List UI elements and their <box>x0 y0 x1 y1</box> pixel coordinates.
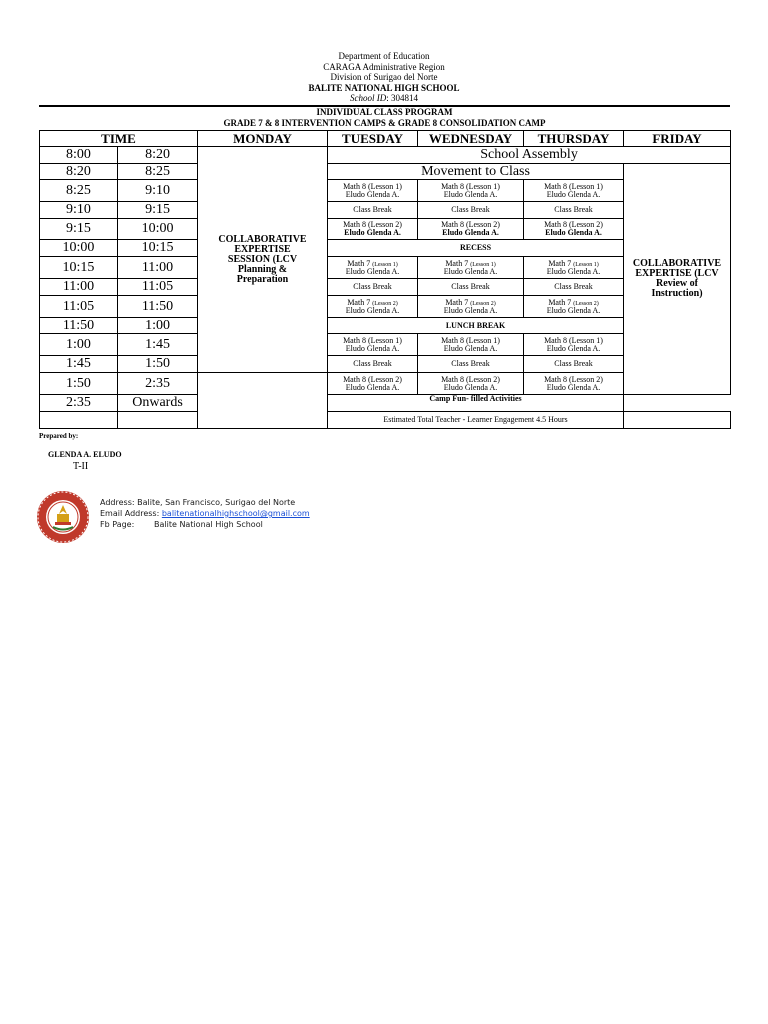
time-end: 10:15 <box>118 240 198 257</box>
tuesday-cell <box>328 334 418 356</box>
wednesday-cell: Class Break <box>418 279 524 296</box>
time-end: 2:35 <box>118 373 198 395</box>
subject-text: Math 8 (Lesson 1) <box>544 181 603 191</box>
fb-label: Fb Page: <box>100 520 135 529</box>
thursday-cell: Class Break <box>524 279 624 296</box>
thursday-cell: Class Break <box>524 202 624 219</box>
subject-name: Math 7 <box>445 297 471 307</box>
header-monday: MONDAY <box>198 131 328 147</box>
prepared-by-label: Prepared by: <box>39 432 79 440</box>
department-line: Department of Education <box>338 51 430 61</box>
time-start: 9:15 <box>40 219 118 240</box>
school-seal-icon <box>36 490 90 544</box>
teacher-text: Eludo Glenda A. <box>344 228 401 237</box>
lesson-tag: (Lesson 1) <box>470 261 496 268</box>
table-row <box>40 164 731 180</box>
time-start: 1:50 <box>40 373 118 395</box>
wednesday-cell <box>418 180 524 202</box>
friday-block <box>624 164 731 395</box>
thursday-cell <box>524 180 624 202</box>
subject-text: Math 8 (Lesson 1) <box>441 181 500 191</box>
subject-text: Math 8 (Lesson 2) <box>343 220 402 229</box>
thursday-cell <box>524 296 624 318</box>
program-titles <box>39 107 730 128</box>
time-end: 1:50 <box>118 356 198 373</box>
teacher-text: Eludo Glenda A. <box>345 343 400 353</box>
monday-line: COLLABORATIVE <box>218 233 307 245</box>
school-id-line <box>0 93 768 104</box>
header-tuesday: TUESDAY <box>328 131 418 147</box>
time-start: 1:45 <box>40 356 118 373</box>
lesson-tag: (Lesson 2) <box>470 300 496 307</box>
monday-line: Preparation <box>236 273 289 285</box>
teacher-text: Eludo Glenda A. <box>546 343 601 353</box>
header-row <box>40 131 731 147</box>
friday-line: COLLABORATIVE <box>632 258 722 269</box>
time-end: 1:00 <box>118 318 198 334</box>
subject-text: Math 8 (Lesson 2) <box>544 374 603 384</box>
time-start: 11:05 <box>40 296 118 318</box>
header-wednesday: WEDNESDAY <box>418 131 524 147</box>
time-start-empty <box>40 412 118 429</box>
teacher-text: Eludo Glenda A. <box>546 266 601 276</box>
signer-name: GLENDA A. ELUDO <box>48 450 122 459</box>
wednesday-cell <box>418 257 524 279</box>
school-id-value: : 304814 <box>386 93 418 104</box>
email-label: Email Address: <box>100 509 160 518</box>
friday-line: Instruction) <box>651 288 703 299</box>
program-title: INDIVIDUAL CLASS PROGRAM <box>316 107 453 117</box>
table-row <box>40 395 731 412</box>
tuesday-cell: Class Break <box>328 279 418 296</box>
email-link[interactable]: balitenationalhighschool@gmail.com <box>161 509 310 518</box>
address-row <box>100 497 310 508</box>
friday-line: EXPERTISE (LCV <box>635 268 719 279</box>
header-time: TIME <box>40 131 198 147</box>
subject-text: Math 8 (Lesson 1) <box>343 181 402 191</box>
address-label: Address: <box>100 498 135 507</box>
thursday-cell <box>524 373 624 395</box>
tuesday-cell <box>328 373 418 395</box>
teacher-text: Eludo Glenda A. <box>345 189 400 199</box>
teacher-text: Eludo Glenda A. <box>345 382 400 392</box>
thursday-cell <box>524 334 624 356</box>
subject-name: Math 7 <box>548 258 574 268</box>
tuesday-cell: Class Break <box>328 356 418 373</box>
subject-name: Math 7 <box>347 297 373 307</box>
time-start: 10:15 <box>40 257 118 279</box>
recess: RECESS <box>328 240 624 257</box>
lesson-tag: (Lesson 1) <box>372 261 398 268</box>
signer-position: T-II <box>73 461 89 472</box>
subject-text: Math 8 (Lesson 1) <box>544 335 603 345</box>
lesson-tag: (Lesson 2) <box>573 300 599 307</box>
subject-text: Math 8 (Lesson 1) <box>441 335 500 345</box>
monday-line: SESSION (LCV <box>227 253 298 265</box>
camp-fun-activities: Camp Fun- filled Activities <box>328 395 624 412</box>
tuesday-cell <box>328 257 418 279</box>
time-end: 9:10 <box>118 180 198 202</box>
thursday-cell <box>524 257 624 279</box>
time-start: 1:00 <box>40 334 118 356</box>
teacher-text: Eludo Glenda A. <box>443 343 498 353</box>
teacher-text: Eludo Glenda A. <box>546 189 601 199</box>
time-end: 11:00 <box>118 257 198 279</box>
lunch-break: LUNCH BREAK <box>328 318 624 334</box>
tuesday-cell <box>328 219 418 240</box>
subject-name: Math 7 <box>548 297 574 307</box>
teacher-text: Eludo Glenda A. <box>442 228 499 237</box>
table-row <box>40 412 731 429</box>
time-start: 11:00 <box>40 279 118 296</box>
teacher-text: Eludo Glenda A. <box>443 382 498 392</box>
thursday-cell: Class Break <box>524 356 624 373</box>
wednesday-cell <box>418 373 524 395</box>
time-start: 8:00 <box>40 147 118 164</box>
wednesday-cell: Class Break <box>418 202 524 219</box>
school-id-label: School ID <box>349 93 387 104</box>
tuesday-cell <box>328 180 418 202</box>
teacher-text: Eludo Glenda A. <box>443 189 498 199</box>
time-end: 1:45 <box>118 334 198 356</box>
friday-empty <box>624 412 731 429</box>
teacher-text: Eludo Glenda A. <box>443 266 498 276</box>
tuesday-cell <box>328 296 418 318</box>
header-friday: FRIDAY <box>624 131 731 147</box>
time-start: 11:50 <box>40 318 118 334</box>
time-start: 10:00 <box>40 240 118 257</box>
subject-text: Math 8 (Lesson 2) <box>441 220 500 229</box>
monday-afternoon-empty <box>198 373 328 429</box>
camp-title: GRADE 7 & 8 INTERVENTION CAMPS & GRADE 8 CONSOLIDATION CAMP <box>223 117 546 128</box>
teacher-text: Eludo Glenda A. <box>443 305 498 315</box>
wednesday-cell <box>418 334 524 356</box>
subject-text: Math 8 (Lesson 2) <box>441 374 500 384</box>
time-end-empty <box>118 412 198 429</box>
tuesday-cell: Class Break <box>328 202 418 219</box>
teacher-text: Eludo Glenda A. <box>345 266 400 276</box>
school-name: BALITE NATIONAL HIGH SCHOOL <box>308 82 460 93</box>
subject-text: Math 8 (Lesson 2) <box>544 220 603 229</box>
email-row <box>100 508 310 519</box>
monday-block <box>198 147 328 373</box>
time-end: 10:00 <box>118 219 198 240</box>
division-line: Division of Surigao del Norte <box>330 72 438 83</box>
subject-name: Math 7 <box>347 258 373 268</box>
wednesday-cell <box>418 296 524 318</box>
time-start: 8:25 <box>40 180 118 202</box>
monday-line: EXPERTISE <box>234 243 291 255</box>
fb-row <box>100 519 310 530</box>
subject-text: Math 8 (Lesson 1) <box>343 335 402 345</box>
time-end: 8:25 <box>118 164 198 180</box>
teacher-text: Eludo Glenda A. <box>546 382 601 392</box>
address-value: Balite, San Francisco, Surigao del Norte <box>137 498 296 507</box>
fb-value: Balite National High School <box>154 520 263 529</box>
header-thursday: THURSDAY <box>524 131 624 147</box>
time-start: 9:10 <box>40 202 118 219</box>
friday-line: Review of <box>656 278 698 289</box>
lesson-tag: (Lesson 1) <box>573 261 599 268</box>
contact-info <box>100 497 310 530</box>
teacher-text: Eludo Glenda A. <box>545 228 602 237</box>
region-line: CARAGA Administrative Region <box>323 61 445 72</box>
teacher-text: Eludo Glenda A. <box>345 305 400 315</box>
school-assembly: School Assembly <box>328 147 731 164</box>
lesson-tag: (Lesson 2) <box>372 300 398 307</box>
time-start: 2:35 <box>40 395 118 412</box>
movement-to-class: Movement to Class <box>328 164 624 180</box>
engagement-hours: Estimated Total Teacher - Learner Engagement 4.5 Hours <box>328 412 624 429</box>
time-end: Onwards <box>118 395 198 412</box>
subject-name: Math 7 <box>445 258 471 268</box>
time-end: 8:20 <box>118 147 198 164</box>
thursday-cell <box>524 219 624 240</box>
time-end: 11:50 <box>118 296 198 318</box>
table-row <box>40 147 731 164</box>
time-end: 9:15 <box>118 202 198 219</box>
time-start: 8:20 <box>40 164 118 180</box>
letterhead <box>0 51 768 104</box>
schedule-table <box>39 130 731 429</box>
time-end: 11:05 <box>118 279 198 296</box>
wednesday-cell <box>418 219 524 240</box>
monday-line: Planning & <box>237 263 288 275</box>
wednesday-cell: Class Break <box>418 356 524 373</box>
teacher-text: Eludo Glenda A. <box>546 305 601 315</box>
subject-text: Math 8 (Lesson 2) <box>343 374 402 384</box>
